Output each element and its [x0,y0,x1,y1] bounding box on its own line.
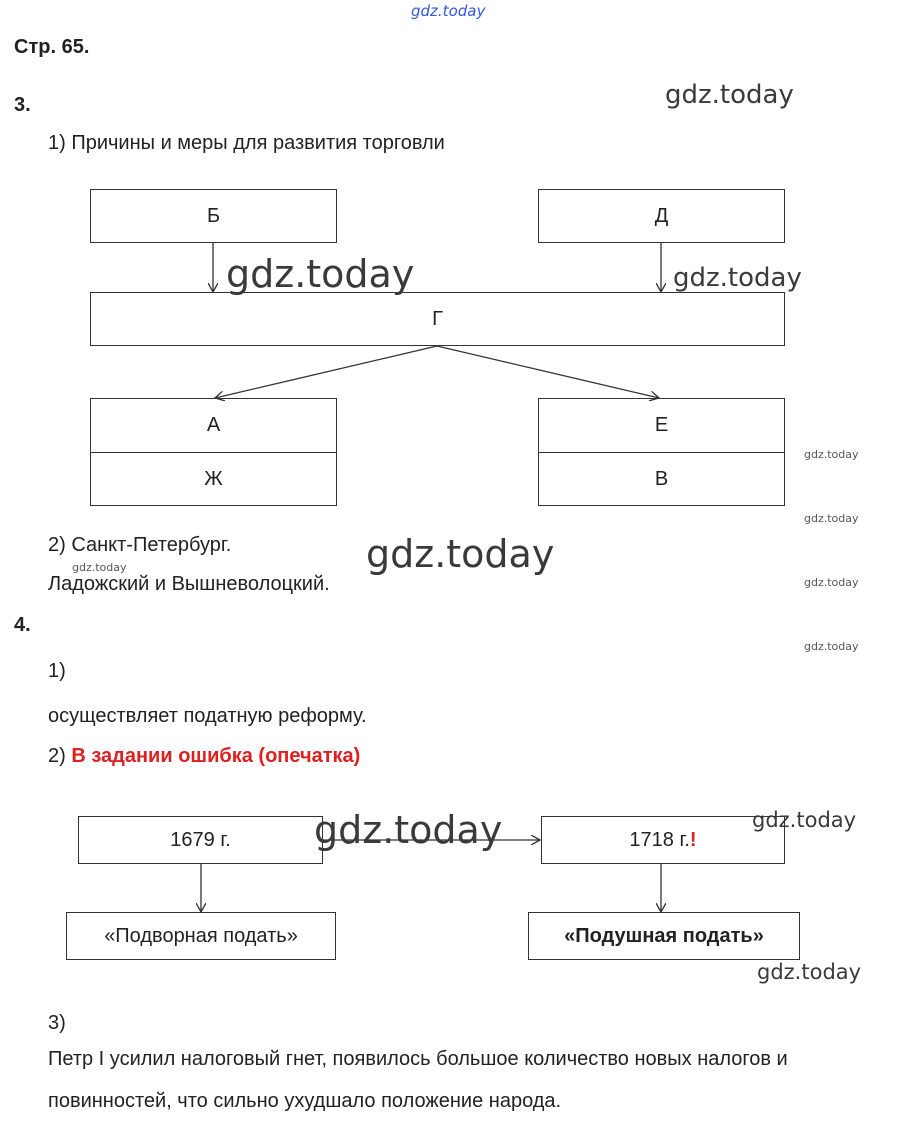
watermark: gdz.today [804,512,859,525]
watermark: gdz.today [314,808,503,852]
task-4-item-1-text: осуществляет податную реформу. [48,705,367,727]
watermark: gdz.today [804,576,859,589]
box-d: Д [538,189,785,243]
box-g: Г [90,292,785,346]
arrow-g-to-e [437,346,659,398]
task-4-item-2 [48,745,360,768]
watermark: gdz.today [226,252,415,296]
box-v: В [539,452,784,505]
box-year-1718 [541,816,785,864]
box-b: Б [90,189,337,243]
box-a-zh [90,398,337,506]
watermark: gdz.today [72,561,127,574]
box-zh: Ж [91,452,336,505]
box-household-tax: «Подворная подать» [66,912,336,960]
year-1718-mark: ! [689,828,697,851]
box-poll-tax: «Подушная подать» [528,912,800,960]
watermark-top: gdz.today [411,2,486,20]
task-4-item-3-line-1: Петр I усилил налоговый гнет, появилось большое количество новых налогов и [48,1048,788,1070]
task-4-item-3-line-2: повинностей, что сильно ухудшало положение народа. [48,1090,562,1112]
task-3-number: 3. [14,94,31,116]
task-4-item-2-prefix: 2) [48,745,72,767]
task-4-number: 4. [14,614,31,636]
watermark: gdz.today [752,808,857,832]
watermark: gdz.today [804,448,859,461]
task-4-item-3-label: 3) [48,1012,66,1034]
task-3-item-2-line-1: 2) Санкт-Петербург. [48,534,232,556]
watermark: gdz.today [665,80,794,110]
arrow-g-to-a [215,346,437,398]
watermark: gdz.today [804,640,859,653]
box-a: А [206,414,221,436]
page-label: Стр. 65. [14,36,90,58]
box-e: Е [654,414,669,436]
watermark: gdz.today [757,960,862,984]
watermark: gdz.today [366,532,555,576]
box-e-v [538,398,785,506]
box-year-1679: 1679 г. [78,816,323,864]
task-3-item-2-line-2: Ладожский и Вышневолоцкий. [48,573,330,595]
year-1718-text: 1718 г. [629,828,690,851]
watermark: gdz.today [673,263,802,293]
task-4-item-2-error: В задании ошибка (опечатка) [71,745,361,767]
task-4-item-1-label: 1) [48,660,66,682]
task-3-item-1-title: 1) Причины и меры для развития торговли [48,132,445,154]
